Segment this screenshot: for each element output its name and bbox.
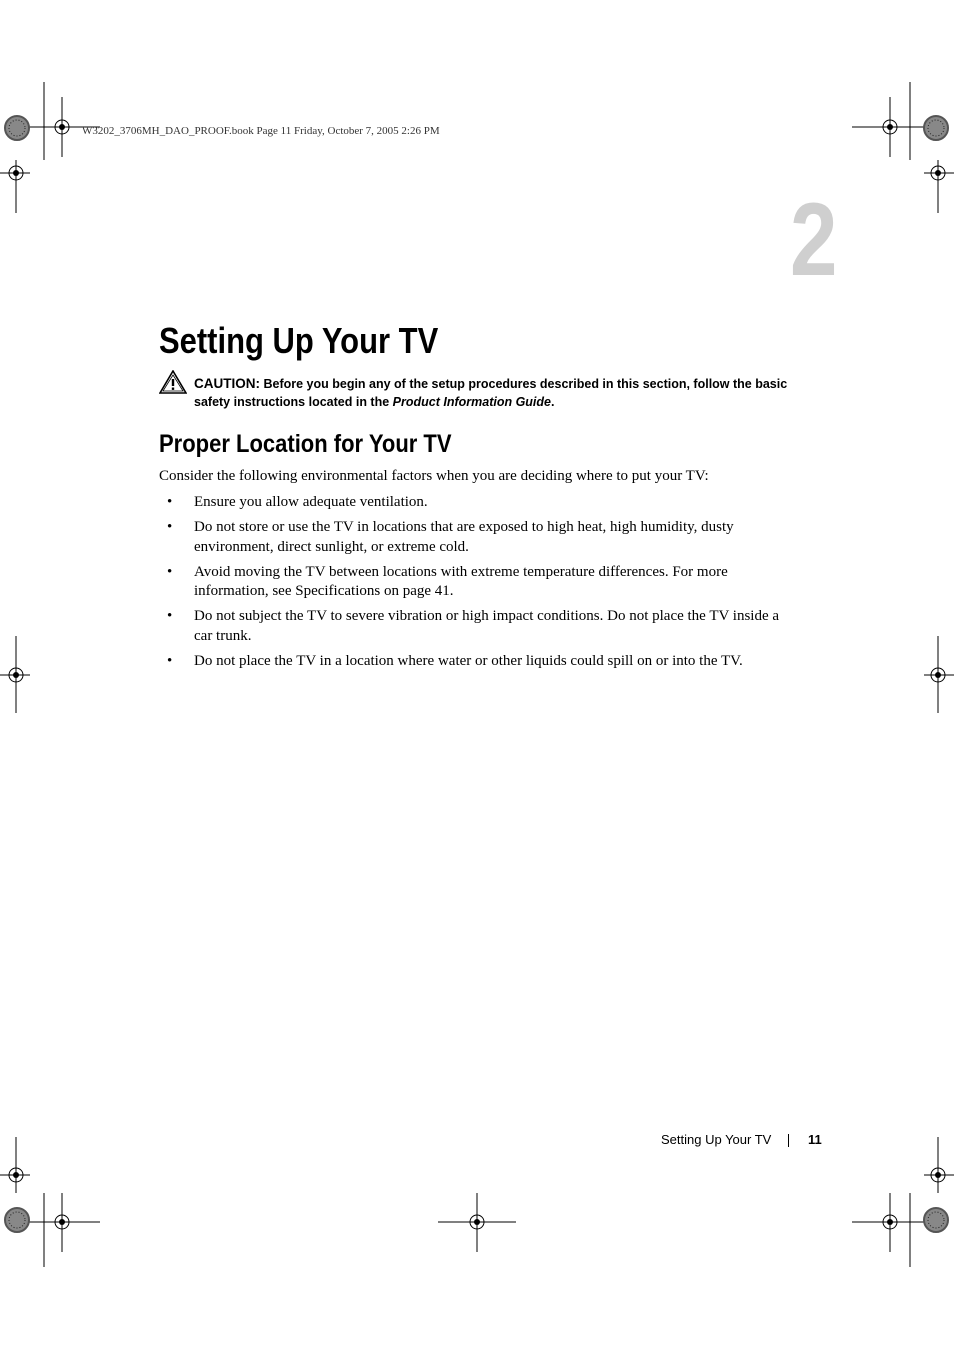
chapter-title: Setting Up Your TV [159,320,439,361]
list-item [159,493,799,513]
list-item-text: Do not store or use the TV in locations that are exposed to high heat, high humidity, dusty environment, direct sunlight, or extreme cold. [194,519,734,555]
list-item-text: Avoid moving the TV between locations with extreme temperature differences. For more information, see [194,563,728,599]
caution-label: CAUTION: [194,376,260,391]
list-item [159,563,799,602]
section-heading: Proper Location for Your TV [159,430,452,458]
list-item-text: Ensure you allow adequate ventilation. [194,494,428,510]
specifications-link[interactable]: Specifications [295,583,381,599]
bullet-icon: • [167,494,173,510]
list-item-text: Do not place the TV in a location where water or other liquids could spill on or into the TV. [194,652,743,669]
bullet-icon: • [167,563,173,580]
page-number: 11 [808,1132,822,1147]
bullet-icon: • [167,652,173,669]
chapter-number: 2 [790,182,838,298]
bullet-icon: • [167,608,173,624]
proof-slug: W3202_3706MH_DAO_PROOF.book Page 11 Friday, October 7, 2005 2:26 PM [82,125,440,137]
list-item [159,607,799,646]
section-intro: Consider the following environmental factors when you are deciding where to put your TV: [159,468,709,484]
guide-name: Product Information Guide [392,395,551,409]
caution-text: Before you begin any of the setup procedures described in this section, follow the basic safety instructions located in the [194,377,788,409]
caution-text-end: . [551,395,555,409]
caution-notice [194,375,794,411]
footer-divider [788,1134,789,1147]
list-item-text: Do not subject the TV to severe vibration or high impact conditions. Do not place the TV inside a car trunk. [194,608,780,644]
footer-running-title: Setting Up Your TV [661,1132,772,1147]
list-item [159,652,799,672]
warning-triangle-icon [159,370,187,394]
list-item-text-end: on page 41. [380,583,454,599]
bullet-list [159,493,799,677]
list-item [159,518,799,557]
bullet-icon: • [167,519,173,535]
